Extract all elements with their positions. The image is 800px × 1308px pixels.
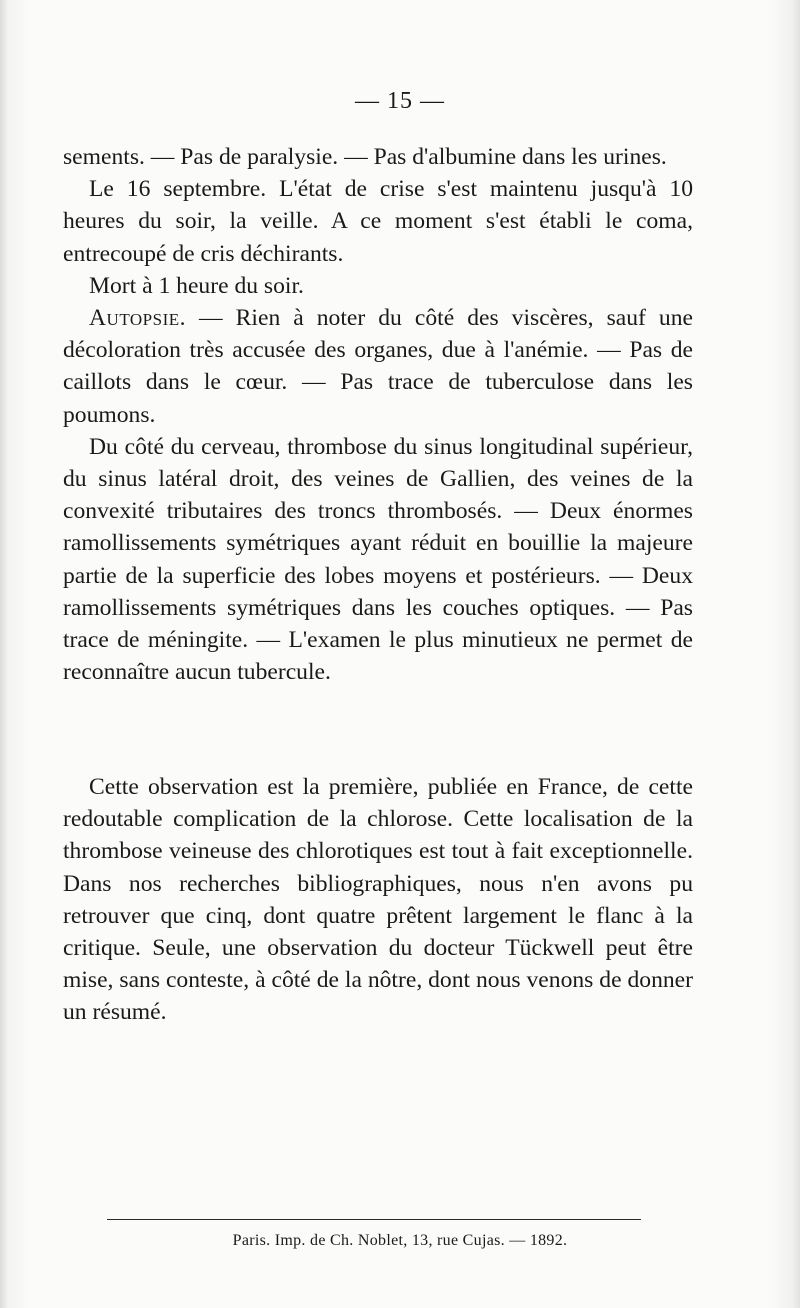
paragraph-date-entry: Le 16 septembre. L'état de crise s'est maintenu jusqu'à 10 heures du soir, la veille. A ce moment s'est établi le coma, entrecoupé de cris déchirants. <box>63 176 693 267</box>
autopsy-heading: Autopsie. <box>89 305 187 332</box>
page-number: — 15 — <box>355 88 445 114</box>
paragraph-commentary: Cette observation est la première, publiée en France, de cette redoutable complication de la chlorose. Cette localisation de la thrombose veineuse des chlorotiques est tout à fait exceptionnelle. Dans nos recherches bibliographiques, nous n'en avons pu retrouver que cinq, dont quatre prêtent largement le flanc à la critique. Seule, une observation du docteur Tückwell peut être mise, sans conteste, à côté de la nôtre, dont nous venons de donner un résumé. <box>63 774 693 1026</box>
observation-text-block <box>63 141 693 688</box>
paragraph-autopsy <box>63 302 693 431</box>
paragraph-continuation: sements. — Pas de paralysie. — Pas d'albumine dans les urines. <box>63 144 667 170</box>
paragraph-brain-findings: Du côté du cerveau, thrombose du sinus longitudinal supérieur, du sinus latéral droit, des veines de Gallien, des veines de la convexité tributaires des troncs thrombosés. — Deux énormes ramollissements symétriques ayant réduit en bouillie la majeure partie de la superficie des lobes moyens et postérieurs. — Deux ramollissements symétriques dans les couches optiques. — Pas trace de méningite. — L'examen le plus minutieux ne permet de reconnaître aucun tubercule. <box>63 433 693 686</box>
printer-imprint: Paris. Imp. de Ch. Noblet, 13, rue Cujas. — 1892. <box>232 1232 568 1249</box>
commentary-text-block <box>63 771 693 1029</box>
footer-rule <box>107 1219 641 1220</box>
paragraph-death: Mort à 1 heure du soir. <box>89 272 304 299</box>
autopsy-text: — Rien à noter du côté des viscères, sauf une décoloration très accusée des organes, due à l'anémie. — Pas de caillots dans le cœur. — Pas trace de tuberculose dans les poumons. <box>63 305 693 428</box>
